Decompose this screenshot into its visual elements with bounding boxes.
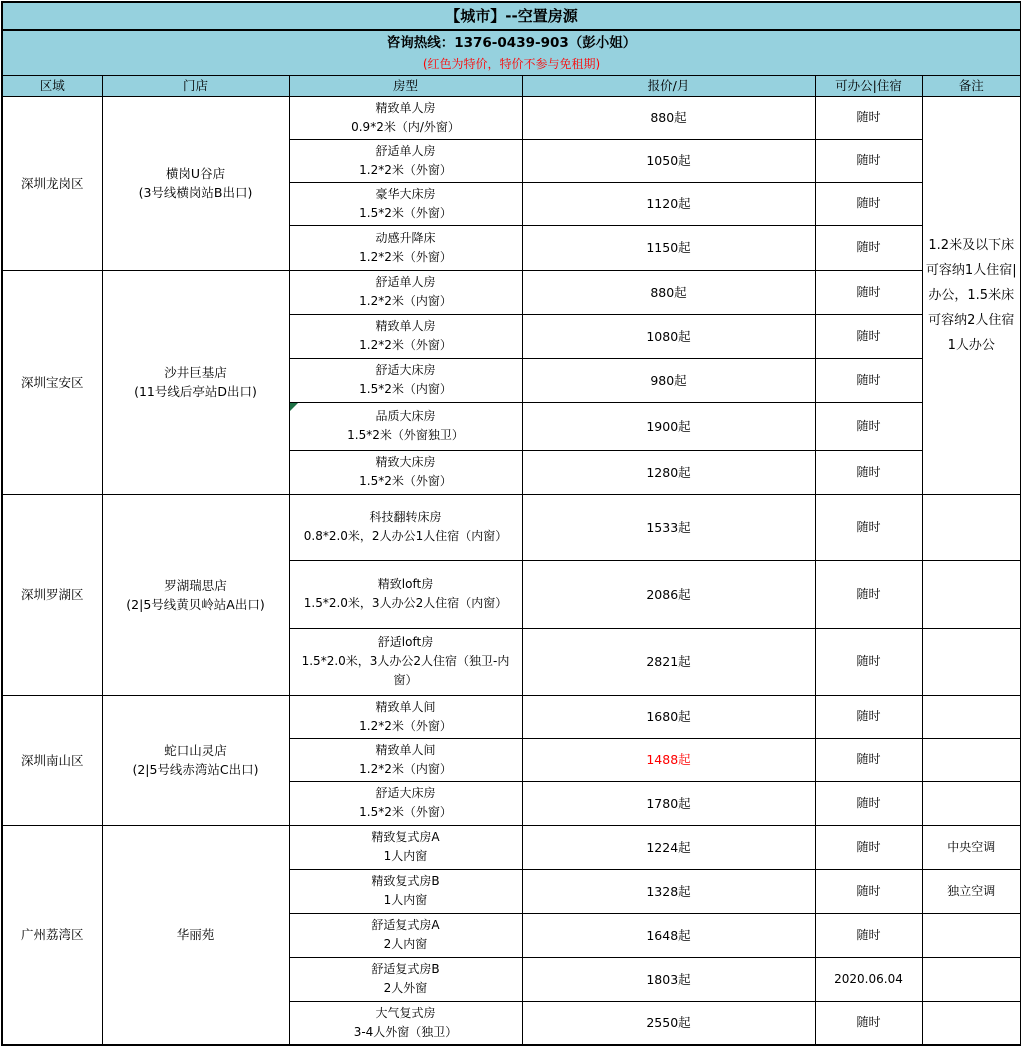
availability-cell: 随时 xyxy=(815,913,922,957)
room-name: 精致单人房 xyxy=(375,319,436,333)
hotline-text: 咨询热线：1376-0439-903（彭小姐） xyxy=(2,30,1021,55)
room-name: 舒适大床房 xyxy=(375,363,436,377)
price-cell: 1780起 xyxy=(522,781,815,825)
room-type-cell xyxy=(289,560,522,628)
price-cell: 880起 xyxy=(522,96,815,139)
availability-cell: 随时 xyxy=(815,270,922,314)
room-name: 动感升降床 xyxy=(375,230,436,245)
store-metro: (3号线横岗站B出口) xyxy=(138,185,253,200)
store-cell xyxy=(102,825,289,1045)
room-type-cell xyxy=(289,139,522,182)
room-name: 舒适单人房 xyxy=(375,143,436,158)
room-spec: 1.2*2米（外窗） xyxy=(359,718,452,733)
remark-cell xyxy=(922,957,1021,1001)
room-name: 豪华大床房 xyxy=(375,186,436,201)
room-type-cell xyxy=(289,825,522,869)
room-type-cell xyxy=(289,358,522,402)
room-name: 精致loft房 xyxy=(377,577,434,591)
table-row xyxy=(2,96,1021,139)
header-remark: 备注 xyxy=(922,75,1021,96)
store-name: 蛇口山灵店 xyxy=(164,743,227,758)
price-cell: 2086起 xyxy=(522,560,815,628)
room-spec: 1.5*2米（外窗） xyxy=(359,205,452,220)
store-name: 横岗U谷店 xyxy=(165,166,226,181)
room-name: 精致复式房A xyxy=(371,830,440,844)
room-type-cell xyxy=(289,957,522,1001)
price-cell: 1900起 xyxy=(522,402,815,450)
room-spec: 0.9*2米（内/外窗） xyxy=(351,119,460,134)
price-cell: 1224起 xyxy=(522,825,815,869)
store-cell xyxy=(102,270,289,494)
room-name: 精致单人间 xyxy=(375,699,436,714)
store-cell xyxy=(102,494,289,695)
price-cell: 1080起 xyxy=(522,314,815,358)
room-spec: 1.2*2米（内窗） xyxy=(359,761,452,776)
table-row xyxy=(2,494,1021,560)
room-name: 舒适复式房A xyxy=(371,918,440,932)
price-cell: 1280起 xyxy=(522,450,815,494)
room-type-cell xyxy=(289,96,522,139)
availability-cell: 随时 xyxy=(815,869,922,913)
room-spec: 1.5*2米（外窗） xyxy=(359,474,452,488)
price-cell: 1533起 xyxy=(522,494,815,560)
region-cell: 深圳罗湖区 xyxy=(2,494,102,695)
remark-cell xyxy=(922,628,1021,695)
header-availability: 可办公|住宿 xyxy=(815,75,922,96)
room-name: 精致单人间 xyxy=(375,742,436,757)
room-name: 舒适loft房 xyxy=(377,635,434,649)
page-title: 【城市】--空置房源 xyxy=(2,2,1021,30)
room-type-cell xyxy=(289,913,522,957)
room-name: 舒适复式房B xyxy=(371,962,440,976)
price-cell: 1803起 xyxy=(522,957,815,1001)
remark-cell xyxy=(922,695,1021,738)
room-spec: 1.5*2.0米，3人办公2人住宿（独卫-内窗） xyxy=(301,654,510,687)
room-type-cell xyxy=(289,869,522,913)
table-row xyxy=(2,270,1021,314)
availability-cell: 随时 xyxy=(815,738,922,781)
availability-cell: 随时 xyxy=(815,358,922,402)
availability-cell: 随时 xyxy=(815,560,922,628)
room-type-cell xyxy=(289,225,522,270)
header-price: 报价/月 xyxy=(522,75,815,96)
room-type-cell xyxy=(289,494,522,560)
room-type-cell xyxy=(289,695,522,738)
availability-cell: 随时 xyxy=(815,402,922,450)
remark-cell xyxy=(922,738,1021,781)
table-header-row xyxy=(2,75,1021,96)
merged-remark-cell: 1.2米及以下床可容纳1人住宿|办公，1.5米床可容纳2人住宿1人办公 xyxy=(922,96,1021,494)
price-cell: 1328起 xyxy=(522,869,815,913)
room-spec: 0.8*2.0米，2人办公1人住宿（内窗） xyxy=(303,529,508,543)
special-price-note: (红色为特价，特价不参与免租期) xyxy=(2,55,1021,75)
room-spec: 1人内窗 xyxy=(383,849,428,863)
special-price-cell: 1488起 xyxy=(522,738,815,781)
room-spec: 3-4人外窗（独卫） xyxy=(353,1024,458,1039)
availability-cell: 随时 xyxy=(815,139,922,182)
price-cell: 1050起 xyxy=(522,139,815,182)
room-type-cell xyxy=(289,628,522,695)
room-type-cell xyxy=(289,270,522,314)
room-spec: 2人内窗 xyxy=(383,937,428,951)
header-room-type: 房型 xyxy=(289,75,522,96)
store-metro: (11号线后亭站D出口) xyxy=(134,384,257,399)
price-cell: 1120起 xyxy=(522,182,815,225)
price-cell: 880起 xyxy=(522,270,815,314)
remark-cell xyxy=(922,1001,1021,1045)
price-cell: 1680起 xyxy=(522,695,815,738)
availability-cell: 随时 xyxy=(815,628,922,695)
price-cell: 1150起 xyxy=(522,225,815,270)
remark-cell xyxy=(922,560,1021,628)
room-name: 大气复式房 xyxy=(375,1005,436,1020)
remark-cell: 中央空调 xyxy=(922,825,1021,869)
room-name: 精致复式房B xyxy=(371,874,440,888)
remark-cell: 独立空调 xyxy=(922,869,1021,913)
price-cell: 2550起 xyxy=(522,1001,815,1045)
room-name: 品质大床房 xyxy=(375,409,436,423)
table-row xyxy=(2,695,1021,738)
remark-cell xyxy=(922,913,1021,957)
room-spec: 1.2*2米（外窗） xyxy=(359,249,452,264)
room-spec: 1.5*2米（外窗） xyxy=(359,805,452,819)
availability-cell: 随时 xyxy=(815,1001,922,1045)
store-cell xyxy=(102,695,289,825)
vacancy-table xyxy=(1,1,1021,1046)
store-metro: (2|5号线黄贝岭站A出口) xyxy=(126,596,265,612)
availability-cell: 随时 xyxy=(815,494,922,560)
price-cell: 1648起 xyxy=(522,913,815,957)
store-metro: (2|5号线赤湾站C出口) xyxy=(132,762,259,777)
room-spec: 1.2*2米（外窗） xyxy=(359,338,452,352)
availability-cell: 2020.06.04 xyxy=(815,957,922,1001)
store-cell xyxy=(102,96,289,270)
availability-cell: 随时 xyxy=(815,695,922,738)
room-type-cell xyxy=(289,314,522,358)
cell-comment-marker-icon xyxy=(290,403,298,411)
availability-cell: 随时 xyxy=(815,182,922,225)
store-name: 华丽苑 xyxy=(176,927,215,943)
store-name: 罗湖瑞思店 xyxy=(164,577,227,593)
availability-cell: 随时 xyxy=(815,781,922,825)
price-cell: 2821起 xyxy=(522,628,815,695)
availability-cell: 随时 xyxy=(815,825,922,869)
room-type-cell xyxy=(289,738,522,781)
region-cell: 广州荔湾区 xyxy=(2,825,102,1045)
room-spec: 1.5*2.0米，3人办公2人住宿（内窗） xyxy=(303,596,508,610)
room-type-cell xyxy=(289,402,522,450)
room-name: 精致单人房 xyxy=(375,100,436,115)
room-name: 精致大床房 xyxy=(375,455,436,469)
room-spec: 1.5*2米（内窗） xyxy=(359,382,452,396)
room-name: 科技翻转床房 xyxy=(369,510,442,524)
room-type-cell xyxy=(289,1001,522,1045)
room-spec: 1.2*2米（内窗） xyxy=(359,294,452,308)
room-spec: 2人外窗 xyxy=(383,981,428,995)
room-spec: 1人内窗 xyxy=(383,893,428,907)
store-name: 沙井巨基店 xyxy=(164,365,227,380)
room-name: 舒适大床房 xyxy=(375,786,436,800)
room-type-cell xyxy=(289,450,522,494)
region-cell: 深圳南山区 xyxy=(2,695,102,825)
header-store: 门店 xyxy=(102,75,289,96)
price-cell: 980起 xyxy=(522,358,815,402)
region-cell: 深圳宝安区 xyxy=(2,270,102,494)
remark-cell xyxy=(922,494,1021,560)
availability-cell: 随时 xyxy=(815,96,922,139)
availability-cell: 随时 xyxy=(815,450,922,494)
room-type-cell xyxy=(289,182,522,225)
availability-cell: 随时 xyxy=(815,314,922,358)
room-spec: 1.5*2米（外窗独卫） xyxy=(347,428,464,442)
room-spec: 1.2*2米（外窗） xyxy=(359,162,452,177)
room-name: 舒适单人房 xyxy=(375,275,436,289)
room-type-cell xyxy=(289,781,522,825)
availability-cell: 随时 xyxy=(815,225,922,270)
remark-cell xyxy=(922,781,1021,825)
header-region: 区域 xyxy=(2,75,102,96)
region-cell: 深圳龙岗区 xyxy=(2,96,102,270)
table-row xyxy=(2,825,1021,869)
